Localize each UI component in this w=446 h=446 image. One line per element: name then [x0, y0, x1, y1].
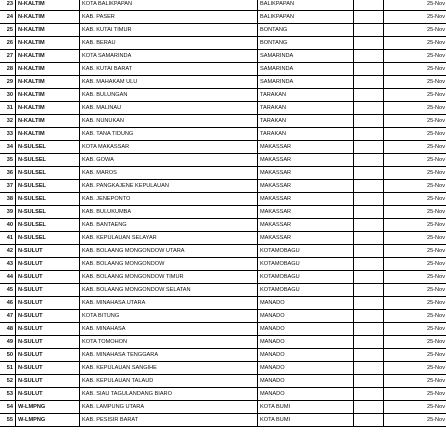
cell-region[interactable]: N-SULUT: [16, 388, 80, 401]
cell-empty[interactable]: [354, 362, 384, 375]
cell-regency[interactable]: KOTA MAKASSAR: [80, 141, 258, 154]
cell-number[interactable]: 52: [0, 375, 16, 388]
cell-region[interactable]: N-SULSEL: [16, 219, 80, 232]
cell-city[interactable]: MANADO: [258, 310, 354, 323]
cell-region[interactable]: N-KALTIM: [16, 115, 80, 128]
cell-regency[interactable]: KAB. TANA TIDUNG: [80, 128, 258, 141]
cell-regency[interactable]: KOTA BITUNG: [80, 310, 258, 323]
cell-regency[interactable]: KAB. BOLAANG MONGONDOW UTARA: [80, 245, 258, 258]
table-row: [0, 167, 446, 180]
cell-date[interactable]: 25-Nov: [384, 401, 446, 414]
cell-region[interactable]: N-KALTIM: [16, 76, 80, 89]
cell-region[interactable]: N-KALTIM: [16, 63, 80, 76]
cell-number[interactable]: 26: [0, 37, 16, 50]
cell-number[interactable]: 33: [0, 128, 16, 141]
table-row: [0, 219, 446, 232]
cell-region[interactable]: N-KALTIM: [16, 102, 80, 115]
cell-empty[interactable]: [354, 154, 384, 167]
cell-number[interactable]: 34: [0, 141, 16, 154]
cell-empty[interactable]: [354, 310, 384, 323]
table-row: [0, 245, 446, 258]
cell-regency[interactable]: KAB. MAHAKAM ULU: [80, 76, 258, 89]
cell-city[interactable]: MAKASSAR: [258, 167, 354, 180]
cell-date[interactable]: 25-Nov: [384, 180, 446, 193]
cell-number[interactable]: 35: [0, 154, 16, 167]
cell-region[interactable]: N-SULUT: [16, 375, 80, 388]
cell-empty[interactable]: [354, 180, 384, 193]
cell-number[interactable]: 44: [0, 271, 16, 284]
table-row: [0, 0, 446, 11]
cell-date[interactable]: 25-Nov: [384, 128, 446, 141]
cell-region[interactable]: N-SULUT: [16, 271, 80, 284]
cell-date[interactable]: 25-Nov: [384, 310, 446, 323]
cell-number[interactable]: 51: [0, 362, 16, 375]
cell-regency[interactable]: KAB. BULUKUMBA: [80, 206, 258, 219]
cell-city[interactable]: KOTA BUMI: [258, 414, 354, 427]
cell-regency[interactable]: KAB. PANGKAJENE KEPULAUAN: [80, 180, 258, 193]
cell-number[interactable]: 39: [0, 206, 16, 219]
cell-empty[interactable]: [354, 89, 384, 102]
cell-empty[interactable]: [354, 115, 384, 128]
cell-regency[interactable]: KAB. BERAU: [80, 37, 258, 50]
table-row: [0, 24, 446, 37]
cell-date[interactable]: 25-Nov: [384, 258, 446, 271]
cell-number[interactable]: 47: [0, 310, 16, 323]
cell-regency[interactable]: KAB. LAMPUNG UTARA: [80, 401, 258, 414]
cell-city[interactable]: MANADO: [258, 323, 354, 336]
cell-city[interactable]: KOTAMOBAGU: [258, 245, 354, 258]
cell-city[interactable]: MAKASSAR: [258, 180, 354, 193]
table-row: [0, 50, 446, 63]
cell-number[interactable]: 50: [0, 349, 16, 362]
cell-empty[interactable]: [354, 388, 384, 401]
cell-date[interactable]: 25-Nov: [384, 388, 446, 401]
cell-empty[interactable]: [354, 349, 384, 362]
cell-region[interactable]: N-SULUT: [16, 336, 80, 349]
cell-date[interactable]: 25-Nov: [384, 297, 446, 310]
cell-regency[interactable]: KOTA BALIKPAPAN: [80, 0, 258, 11]
cell-number[interactable]: 32: [0, 115, 16, 128]
cell-region[interactable]: N-SULSEL: [16, 206, 80, 219]
cell-number[interactable]: 29: [0, 76, 16, 89]
cell-region[interactable]: N-KALTIM: [16, 0, 80, 11]
cell-empty[interactable]: [354, 102, 384, 115]
cell-date[interactable]: 25-Nov: [384, 323, 446, 336]
cell-city[interactable]: SAMARINDA: [258, 63, 354, 76]
cell-date[interactable]: 25-Nov: [384, 76, 446, 89]
cell-date[interactable]: 25-Nov: [384, 271, 446, 284]
cell-number[interactable]: 37: [0, 180, 16, 193]
cell-date[interactable]: 25-Nov: [384, 245, 446, 258]
cell-date[interactable]: 25-Nov: [384, 414, 446, 427]
cell-city[interactable]: KOTAMOBAGU: [258, 258, 354, 271]
cell-empty[interactable]: [354, 401, 384, 414]
cell-date[interactable]: 25-Nov: [384, 232, 446, 245]
cell-empty[interactable]: [354, 375, 384, 388]
table-row: [0, 271, 446, 284]
cell-regency[interactable]: KOTA SAMARINDA: [80, 50, 258, 63]
table-row: [0, 63, 446, 76]
cell-empty[interactable]: [354, 11, 384, 24]
cell-empty[interactable]: [354, 167, 384, 180]
cell-date[interactable]: 25-Nov: [384, 115, 446, 128]
cell-region[interactable]: N-KALTIM: [16, 37, 80, 50]
cell-region[interactable]: N-SULSEL: [16, 167, 80, 180]
cell-region[interactable]: N-SULUT: [16, 297, 80, 310]
cell-city[interactable]: MANADO: [258, 362, 354, 375]
cell-empty[interactable]: [354, 258, 384, 271]
table-row: [0, 375, 446, 388]
cell-date[interactable]: 25-Nov: [384, 102, 446, 115]
cell-date[interactable]: 25-Nov: [384, 193, 446, 206]
cell-city[interactable]: KOTAMOBAGU: [258, 284, 354, 297]
cell-number[interactable]: 38: [0, 193, 16, 206]
cell-city[interactable]: MAKASSAR: [258, 232, 354, 245]
table-row: [0, 11, 446, 24]
cell-date[interactable]: 25-Nov: [384, 0, 446, 11]
cell-empty[interactable]: [354, 0, 384, 11]
cell-regency[interactable]: KAB. MAROS: [80, 167, 258, 180]
cell-number[interactable]: 27: [0, 50, 16, 63]
table-row: [0, 115, 446, 128]
table-row: [0, 232, 446, 245]
cell-number[interactable]: 43: [0, 258, 16, 271]
cell-empty[interactable]: [354, 284, 384, 297]
cell-number[interactable]: 25: [0, 24, 16, 37]
cell-date[interactable]: 25-Nov: [384, 206, 446, 219]
cell-date[interactable]: 25-Nov: [384, 63, 446, 76]
cell-number[interactable]: 36: [0, 167, 16, 180]
cell-region[interactable]: N-KALTIM: [16, 24, 80, 37]
table-row: [0, 388, 446, 401]
cell-date[interactable]: 25-Nov: [384, 154, 446, 167]
table-row: [0, 141, 446, 154]
table-row: [0, 284, 446, 297]
cell-region[interactable]: N-SULSEL: [16, 141, 80, 154]
cell-date[interactable]: 25-Nov: [384, 24, 446, 37]
cell-regency[interactable]: KAB. MALINAU: [80, 102, 258, 115]
table-row: [0, 336, 446, 349]
cell-regency[interactable]: KAB. JENEPONTO: [80, 193, 258, 206]
cell-regency[interactable]: KAB. MINAHASA: [80, 323, 258, 336]
cell-empty[interactable]: [354, 128, 384, 141]
table-row: [0, 102, 446, 115]
cell-regency[interactable]: KAB. KUTAI TIMUR: [80, 24, 258, 37]
cell-empty[interactable]: [354, 24, 384, 37]
cell-region[interactable]: N-SULUT: [16, 245, 80, 258]
table-row: [0, 206, 446, 219]
cell-city[interactable]: MANADO: [258, 375, 354, 388]
cell-date[interactable]: 25-Nov: [384, 167, 446, 180]
cell-number[interactable]: 48: [0, 323, 16, 336]
cell-date[interactable]: 25-Nov: [384, 11, 446, 24]
cell-region[interactable]: N-SULUT: [16, 310, 80, 323]
cell-regency[interactable]: KAB. BOLAANG MONGONDOW SELATAN: [80, 284, 258, 297]
cell-number[interactable]: 28: [0, 63, 16, 76]
table-row: [0, 89, 446, 102]
cell-empty[interactable]: [354, 206, 384, 219]
cell-empty[interactable]: [354, 245, 384, 258]
cell-regency[interactable]: KAB. PESISIR BARAT: [80, 414, 258, 427]
cell-regency[interactable]: KAB. NUNUKAN: [80, 115, 258, 128]
cell-date[interactable]: 25-Nov: [384, 50, 446, 63]
cell-city[interactable]: MAKASSAR: [258, 219, 354, 232]
cell-city[interactable]: MANADO: [258, 297, 354, 310]
cell-date[interactable]: 25-Nov: [384, 349, 446, 362]
cell-empty[interactable]: [354, 336, 384, 349]
cell-city[interactable]: SAMARINDA: [258, 50, 354, 63]
cell-city[interactable]: KOTAMOBAGU: [258, 271, 354, 284]
cell-city[interactable]: TARAKAN: [258, 115, 354, 128]
table-row: [0, 76, 446, 89]
table-row: [0, 193, 446, 206]
cell-regency[interactable]: KAB. SIAU TAGULANDANG BIARO: [80, 388, 258, 401]
cell-date[interactable]: 25-Nov: [384, 362, 446, 375]
cell-date[interactable]: 25-Nov: [384, 219, 446, 232]
cell-number[interactable]: 45: [0, 284, 16, 297]
cell-region[interactable]: N-SULUT: [16, 349, 80, 362]
cell-city[interactable]: MANADO: [258, 349, 354, 362]
cell-date[interactable]: 25-Nov: [384, 37, 446, 50]
cell-empty[interactable]: [354, 219, 384, 232]
cell-region[interactable]: N-SULUT: [16, 362, 80, 375]
cell-date[interactable]: 25-Nov: [384, 336, 446, 349]
cell-city[interactable]: BALIKPAPAN: [258, 11, 354, 24]
table-row: [0, 128, 446, 141]
cell-number[interactable]: 46: [0, 297, 16, 310]
table-row: [0, 258, 446, 271]
cell-region[interactable]: N-SULSEL: [16, 180, 80, 193]
cell-regency[interactable]: KAB. BANTAENG: [80, 219, 258, 232]
cell-region[interactable]: N-KALTIM: [16, 50, 80, 63]
cell-city[interactable]: KOTA BUMI: [258, 401, 354, 414]
cell-regency[interactable]: KAB. KEPULAUAN SANGIHE: [80, 362, 258, 375]
cell-region[interactable]: W-LMPNG: [16, 414, 80, 427]
table-row: [0, 362, 446, 375]
cell-city[interactable]: TARAKAN: [258, 128, 354, 141]
cell-regency[interactable]: KAB. BOLAANG MONGONDOW TIMUR: [80, 271, 258, 284]
cell-number[interactable]: 40: [0, 219, 16, 232]
cell-regency[interactable]: KAB. KEPULAUAN SELAYAR: [80, 232, 258, 245]
table-row: [0, 414, 446, 427]
cell-empty[interactable]: [354, 50, 384, 63]
table-row: [0, 310, 446, 323]
cell-city[interactable]: MANADO: [258, 336, 354, 349]
cell-regency[interactable]: KAB. MINAHASA TENGGARA: [80, 349, 258, 362]
cell-number[interactable]: 31: [0, 102, 16, 115]
cell-regency[interactable]: KAB. BULUNGAN: [80, 89, 258, 102]
cell-regency[interactable]: KAB. KUTAI BARAT: [80, 63, 258, 76]
cell-number[interactable]: 23: [0, 0, 16, 11]
table-row: [0, 297, 446, 310]
cell-city[interactable]: MAKASSAR: [258, 141, 354, 154]
cell-city[interactable]: MAKASSAR: [258, 206, 354, 219]
cell-city[interactable]: TARAKAN: [258, 89, 354, 102]
cell-empty[interactable]: [354, 414, 384, 427]
cell-region[interactable]: N-SULUT: [16, 284, 80, 297]
cell-city[interactable]: BONTANG: [258, 24, 354, 37]
cell-city[interactable]: MAKASSAR: [258, 154, 354, 167]
table-row: [0, 154, 446, 167]
cell-city[interactable]: TARAKAN: [258, 102, 354, 115]
cell-empty[interactable]: [354, 141, 384, 154]
cell-date[interactable]: 25-Nov: [384, 375, 446, 388]
cell-number[interactable]: 49: [0, 336, 16, 349]
table-row: [0, 349, 446, 362]
cell-date[interactable]: 25-Nov: [384, 89, 446, 102]
cell-region[interactable]: N-SULSEL: [16, 232, 80, 245]
table-row: [0, 323, 446, 336]
cell-number[interactable]: 54: [0, 401, 16, 414]
cell-regency[interactable]: KAB. BOLAANG MONGONDOW: [80, 258, 258, 271]
cell-date[interactable]: 25-Nov: [384, 284, 446, 297]
cell-date[interactable]: 25-Nov: [384, 141, 446, 154]
cell-regency[interactable]: KAB. GOWA: [80, 154, 258, 167]
cell-empty[interactable]: [354, 271, 384, 284]
cell-number[interactable]: 53: [0, 388, 16, 401]
cell-empty[interactable]: [354, 297, 384, 310]
cell-city[interactable]: MAKASSAR: [258, 193, 354, 206]
cell-number[interactable]: 24: [0, 11, 16, 24]
cell-number[interactable]: 42: [0, 245, 16, 258]
cell-city[interactable]: BALIKPAPAN: [258, 0, 354, 11]
table-row: [0, 37, 446, 50]
cell-regency[interactable]: KOTA TOMOHON: [80, 336, 258, 349]
cell-region[interactable]: N-SULUT: [16, 258, 80, 271]
cell-city[interactable]: MANADO: [258, 388, 354, 401]
cell-region[interactable]: N-KALTIM: [16, 11, 80, 24]
cell-city[interactable]: SAMARINDA: [258, 76, 354, 89]
cell-region[interactable]: N-KALTIM: [16, 89, 80, 102]
cell-empty[interactable]: [354, 63, 384, 76]
cell-city[interactable]: BONTANG: [258, 37, 354, 50]
table-row: [0, 401, 446, 414]
cell-empty[interactable]: [354, 76, 384, 89]
cell-region[interactable]: N-SULSEL: [16, 193, 80, 206]
cell-regency[interactable]: KAB. KEPULAUAN TALAUD: [80, 375, 258, 388]
cell-empty[interactable]: [354, 193, 384, 206]
table-row: [0, 180, 446, 193]
cell-number[interactable]: 55: [0, 414, 16, 427]
cell-empty[interactable]: [354, 323, 384, 336]
cell-empty[interactable]: [354, 232, 384, 245]
cell-empty[interactable]: [354, 37, 384, 50]
cell-region[interactable]: N-SULSEL: [16, 154, 80, 167]
cell-region[interactable]: N-KALTIM: [16, 128, 80, 141]
cell-number[interactable]: 41: [0, 232, 16, 245]
cell-regency[interactable]: KAB. MINAHASA UTARA: [80, 297, 258, 310]
cell-number[interactable]: 30: [0, 89, 16, 102]
cell-region[interactable]: W-LMPNG: [16, 401, 80, 414]
cell-region[interactable]: N-SULUT: [16, 323, 80, 336]
cell-regency[interactable]: KAB. PASER: [80, 11, 258, 24]
